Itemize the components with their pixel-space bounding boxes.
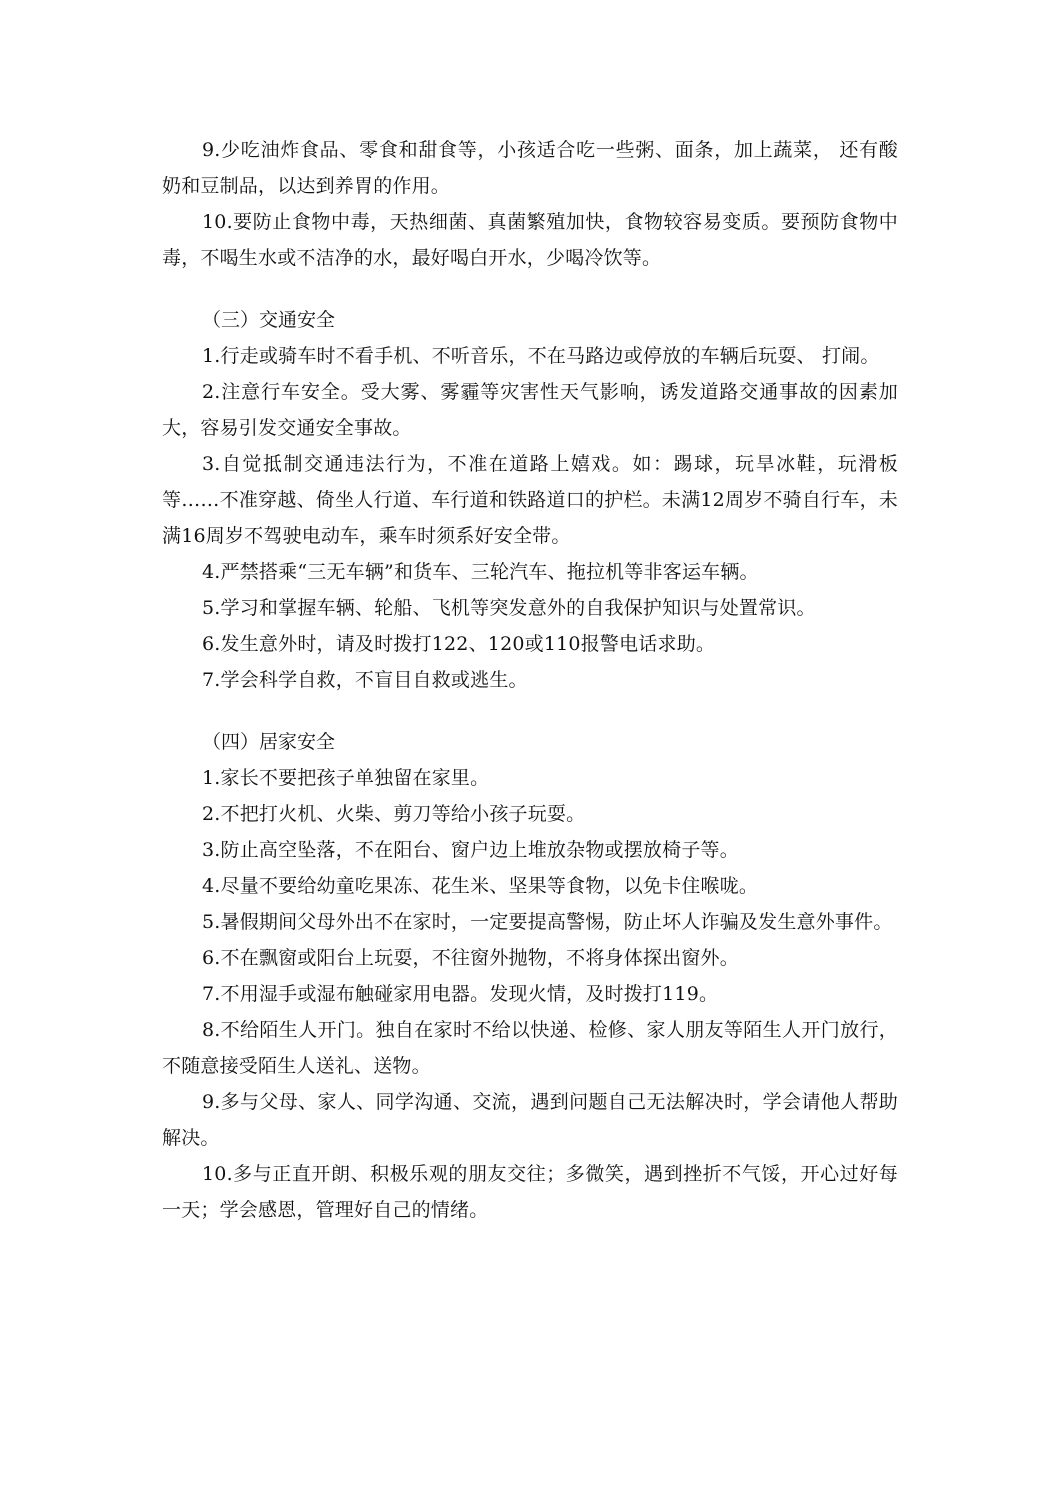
traffic-item-6: 6.发生意外时，请及时拨打122、120或110报警电话求助。 [202,633,716,655]
section-gap [162,698,898,724]
diet-item-10: 10.要防止食物中毒，天热细菌、真菌繁殖加快，食物较容易变质。要预防食物中毒，不喝生水或不洁净的水，最好喝白开水，少喝冷饮等。 [162,211,898,269]
section-heading-traffic-safety: （三）交通安全 [202,309,336,331]
traffic-item-7: 7.学会科学自救，不盲目自救或逃生。 [202,669,528,691]
home-item-7: 7.不用湿手或湿布触碰家用电器。发现火情，及时拨打119。 [202,983,719,1005]
home-item-9: 9.多与父母、家人、同学沟通、交流，遇到问题自己无法解决时，学会请他人帮助解决。 [162,1091,898,1149]
diet-item-9: 9.少吃油炸食品、零食和甜食等，小孩适合吃一些粥、面条，加上蔬菜， 还有酸奶和豆制品，以达到养胃的作用。 [162,139,898,197]
traffic-item-3: 3.自觉抵制交通违法行为，不准在道路上嬉戏。如：踢球，玩旱冰鞋，玩滑板等……不准穿越、倚坐人行道、车行道和铁路道口的护栏。未满12周岁不骑自行车，未满16周岁不驾驶电动车，乘车时须系好安全带。 [162,453,898,547]
section-gap [162,276,898,302]
home-item-5: 5.暑假期间父母外出不在家时，一定要提高警惕，防止坏人诈骗及发生意外事件。 [202,911,893,933]
home-item-8: 8.不给陌生人开门。独自在家时不给以快递、检修、家人朋友等陌生人开门放行，不随意接受陌生人送礼、送物。 [162,1019,898,1077]
traffic-item-1: 1.行走或骑车时不看手机、不听音乐，不在马路边或停放的车辆后玩耍、 打闹。 [202,345,880,367]
document-body [162,132,898,1228]
home-item-3: 3.防止高空坠落，不在阳台、窗户边上堆放杂物或摆放椅子等。 [202,839,739,861]
traffic-item-2: 2.注意行车安全。受大雾、雾霾等灾害性天气影响，诱发道路交通事故的因素加大，容易引发交通安全事故。 [162,381,898,439]
home-item-4: 4.尽量不要给幼童吃果冻、花生米、坚果等食物，以免卡住喉咙。 [202,875,759,897]
home-item-6: 6.不在飘窗或阳台上玩耍，不往窗外抛物，不将身体探出窗外。 [202,947,739,969]
traffic-item-5: 5.学习和掌握车辆、轮船、飞机等突发意外的自我保护知识与处置常识。 [202,597,816,619]
traffic-item-4: 4.严禁搭乘“三无车辆”和货车、三轮汽车、拖拉机等非客运车辆。 [202,561,759,583]
home-item-10: 10.多与正直开朗、积极乐观的朋友交往；多微笑，遇到挫折不气馁，开心过好每一天；学会感恩，管理好自己的情绪。 [162,1163,898,1221]
home-item-2: 2.不把打火机、火柴、剪刀等给小孩子玩耍。 [202,803,586,825]
section-heading-home-safety: （四）居家安全 [202,731,336,753]
home-item-1: 1.家长不要把孩子单独留在家里。 [202,767,490,789]
